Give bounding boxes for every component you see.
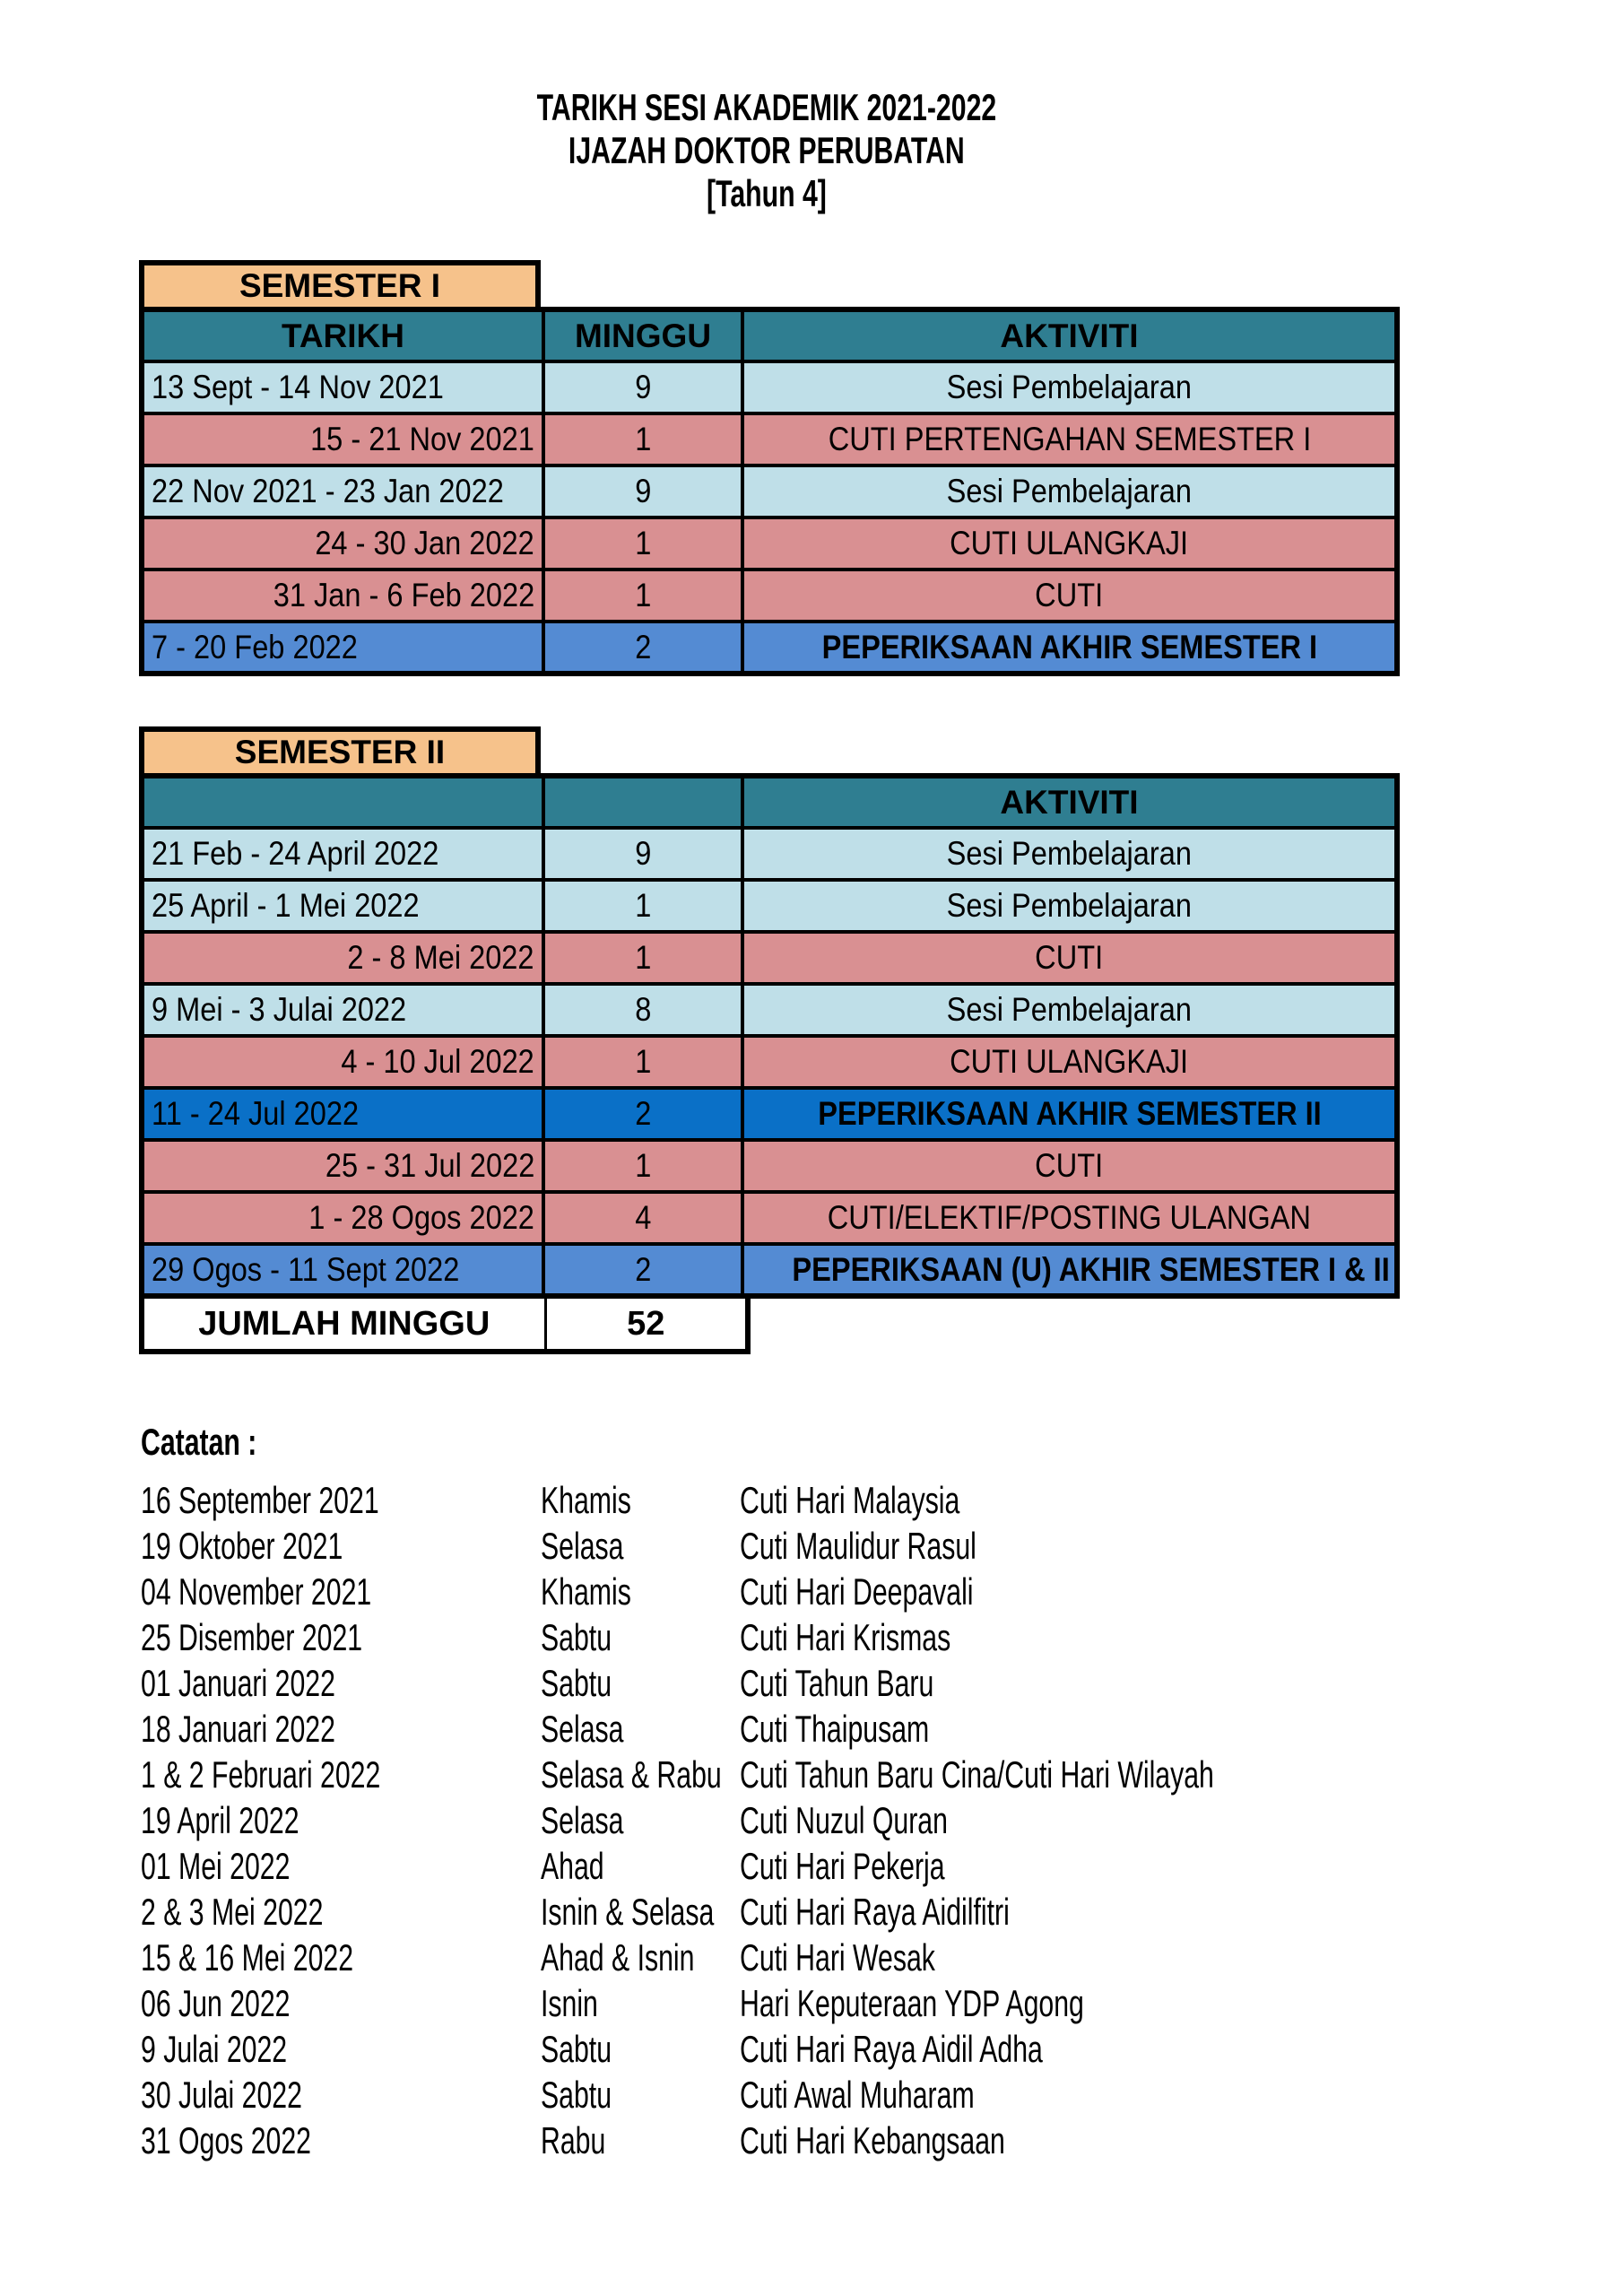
note-day <box>541 1614 740 1660</box>
note-holiday <box>740 1843 1394 1889</box>
total-row <box>142 1296 748 1352</box>
minggu-cell-text: 1 <box>634 421 652 457</box>
aktiviti-cell-text: CUTI <box>1035 1147 1104 1184</box>
tarikh-cell <box>142 1088 543 1140</box>
minggu-cell <box>543 361 742 413</box>
notes-list <box>139 1477 1394 2163</box>
note-holiday <box>740 1935 1394 1980</box>
note-row <box>139 1980 1394 2026</box>
col-header-minggu: MINGGU <box>543 309 742 361</box>
note-holiday-text: Cuti Tahun Baru Cina/Cuti Hari Wilayah <box>740 1753 1214 1796</box>
col-header-aktiviti: AKTIVITI <box>742 776 1397 828</box>
minggu-cell <box>543 465 742 517</box>
header-row <box>142 309 1397 361</box>
note-day-text: Selasa <box>541 1799 624 1841</box>
tarikh-cell <box>142 361 543 413</box>
note-day-text: Khamis <box>541 1479 631 1521</box>
note-date <box>139 1980 541 2026</box>
minggu-cell-text: 1 <box>634 1147 652 1184</box>
aktiviti-cell-text: CUTI/ELEKTIF/POSTING ULANGAN <box>827 1199 1312 1236</box>
note-date <box>139 1752 541 1797</box>
table-row <box>142 1036 1397 1088</box>
aktiviti-cell <box>742 465 1397 517</box>
note-holiday-text: Cuti Nuzul Quran <box>740 1799 948 1841</box>
tarikh-cell-text: 1 - 28 Ogos 2022 <box>308 1199 534 1236</box>
tarikh-cell-text: 13 Sept - 14 Nov 2021 <box>152 369 444 405</box>
tarikh-cell-text: 7 - 20 Feb 2022 <box>152 628 358 665</box>
table-row <box>142 570 1397 622</box>
note-day <box>541 1843 740 1889</box>
note-row <box>139 1569 1394 1614</box>
note-day-text: Selasa & Rabu <box>541 1753 722 1796</box>
note-day-text: Sabtu <box>541 1662 612 1704</box>
note-holiday-text: Cuti Hari Raya Aidil Adha <box>740 2028 1043 2070</box>
minggu-cell <box>543 413 742 465</box>
table-row <box>142 517 1397 570</box>
tarikh-cell <box>142 570 543 622</box>
tarikh-cell-text: 2 - 8 Mei 2022 <box>347 939 534 976</box>
note-day-text: Selasa <box>541 1708 624 1750</box>
table-row <box>142 465 1397 517</box>
header-row <box>142 776 1397 828</box>
table-row <box>142 1140 1397 1192</box>
note-row <box>139 1614 1394 1660</box>
minggu-cell-text: 1 <box>634 939 652 976</box>
note-day <box>541 1935 740 1980</box>
aktiviti-cell <box>742 1088 1397 1140</box>
note-row <box>139 1889 1394 1935</box>
minggu-cell-text: 1 <box>634 887 652 924</box>
semester1-table-head <box>142 309 1397 361</box>
tarikh-cell-text: 22 Nov 2021 - 23 Jan 2022 <box>152 473 504 509</box>
note-holiday <box>740 1752 1394 1797</box>
tarikh-cell <box>142 1036 543 1088</box>
tarikh-cell-text: 11 - 24 Jul 2022 <box>152 1095 360 1132</box>
note-date-text: 15 & 16 Mei 2022 <box>141 1936 354 1979</box>
note-holiday-text: Hari Keputeraan YDP Agong <box>740 1982 1084 2024</box>
total-weeks-table <box>139 1293 751 1354</box>
note-day <box>541 1660 740 1706</box>
note-holiday-text: Cuti Maulidur Rasul <box>740 1525 976 1567</box>
note-day <box>541 1889 740 1935</box>
note-day-text: Ahad <box>541 1845 604 1887</box>
note-day <box>541 1569 740 1614</box>
semester2-table <box>139 773 1400 1299</box>
aktiviti-cell <box>742 570 1397 622</box>
note-day <box>541 1477 740 1523</box>
aktiviti-cell <box>742 828 1397 880</box>
note-date <box>139 1843 541 1889</box>
note-holiday <box>740 1523 1394 1569</box>
col-header-tarikh: TARIKH <box>142 309 543 361</box>
minggu-cell <box>543 828 742 880</box>
semester1-table <box>139 307 1400 676</box>
minggu-cell-text: 4 <box>634 1199 652 1236</box>
note-date <box>139 1569 541 1614</box>
note-date-text: 2 & 3 Mei 2022 <box>141 1891 324 1933</box>
note-day <box>541 2026 740 2072</box>
total-label-cell: JUMLAH MINGGU <box>142 1296 545 1352</box>
semester2-label-box <box>139 726 541 778</box>
table-row <box>142 880 1397 932</box>
total-weeks-body <box>142 1296 748 1352</box>
note-date-text: 06 Jun 2022 <box>141 1982 291 2024</box>
note-holiday-text: Cuti Hari Raya Aidilfitri <box>740 1891 1010 1933</box>
notes-heading-text: Catatan : <box>141 1421 257 1463</box>
note-row <box>139 1477 1394 1523</box>
minggu-cell <box>543 1036 742 1088</box>
title-line-1-text: TARIKH SESI AKADEMIK 2021-2022 <box>536 86 997 128</box>
aktiviti-cell <box>742 622 1397 674</box>
note-row <box>139 1843 1394 1889</box>
note-day-text: Isnin <box>541 1982 598 2024</box>
note-row <box>139 1523 1394 1569</box>
note-holiday-text: Cuti Awal Muharam <box>740 2074 975 2116</box>
note-holiday <box>740 1614 1394 1660</box>
note-holiday <box>740 1706 1394 1752</box>
col-header-minggu-empty <box>543 776 742 828</box>
note-row <box>139 1935 1394 1980</box>
note-date-text: 31 Ogos 2022 <box>141 2119 311 2161</box>
aktiviti-cell <box>742 517 1397 570</box>
table-row <box>142 622 1397 674</box>
minggu-cell-text: 8 <box>634 991 652 1028</box>
note-holiday <box>740 1797 1394 1843</box>
table-row <box>142 413 1397 465</box>
aktiviti-cell-text: Sesi Pembelajaran <box>946 473 1193 509</box>
note-date <box>139 1523 541 1569</box>
minggu-cell-text: 1 <box>634 1043 652 1080</box>
note-row <box>139 2026 1394 2072</box>
title-line-3-text: [Tahun 4] <box>707 172 827 214</box>
notes-section <box>139 1419 1394 2163</box>
note-date <box>139 2118 541 2163</box>
semester2-label: SEMESTER II <box>234 734 446 770</box>
note-holiday-text: Cuti Hari Malaysia <box>740 1479 960 1521</box>
aktiviti-cell-text: Sesi Pembelajaran <box>946 887 1193 924</box>
title-line-2-text: IJAZAH DOKTOR PERUBATAN <box>568 129 965 171</box>
note-row <box>139 1797 1394 1843</box>
note-date-text: 16 September 2021 <box>141 1479 379 1521</box>
table-row <box>142 1244 1397 1296</box>
minggu-cell <box>543 1192 742 1244</box>
note-row <box>139 2072 1394 2118</box>
note-day <box>541 2072 740 2118</box>
total-value-cell: 52 <box>545 1296 748 1352</box>
minggu-cell-text: 2 <box>634 1250 652 1288</box>
tarikh-cell <box>142 622 543 674</box>
table-row <box>142 361 1397 413</box>
table-row <box>142 932 1397 984</box>
col-header-aktiviti: AKTIVITI <box>742 309 1397 361</box>
tarikh-cell-text: 4 - 10 Jul 2022 <box>341 1043 534 1080</box>
tarikh-cell-text: 31 Jan - 6 Feb 2022 <box>273 577 534 613</box>
minggu-cell <box>543 1088 742 1140</box>
tarikh-cell <box>142 517 543 570</box>
tarikh-cell-text: 9 Mei - 3 Julai 2022 <box>152 991 407 1028</box>
note-date <box>139 1477 541 1523</box>
note-date <box>139 1797 541 1843</box>
tarikh-cell <box>142 413 543 465</box>
notes-heading <box>139 1419 1394 1465</box>
note-day <box>541 1752 740 1797</box>
note-holiday <box>740 2118 1394 2163</box>
aktiviti-cell <box>742 1192 1397 1244</box>
note-holiday-text: Cuti Hari Kebangsaan <box>740 2119 1005 2161</box>
title-line-2 <box>139 129 1394 172</box>
note-holiday-text: Cuti Tahun Baru <box>740 1662 934 1704</box>
aktiviti-cell <box>742 880 1397 932</box>
note-date <box>139 2072 541 2118</box>
note-date-text: 04 November 2021 <box>141 1570 372 1613</box>
note-row <box>139 1660 1394 1706</box>
aktiviti-cell-text: Sesi Pembelajaran <box>946 991 1193 1028</box>
semester1-label-box <box>139 260 541 312</box>
note-day-text: Khamis <box>541 1570 631 1613</box>
semester2-table-body <box>142 828 1397 1296</box>
note-day-text: Isnin & Selasa <box>541 1891 715 1933</box>
note-day <box>541 2118 740 2163</box>
note-holiday <box>740 1980 1394 2026</box>
tarikh-cell <box>142 828 543 880</box>
note-date-text: 30 Julai 2022 <box>141 2074 302 2116</box>
tarikh-cell-text: 29 Ogos - 11 Sept 2022 <box>152 1250 460 1288</box>
note-date-text: 18 Januari 2022 <box>141 1708 335 1750</box>
minggu-cell <box>543 880 742 932</box>
aktiviti-cell-text: PEPERIKSAAN AKHIR SEMESTER II <box>817 1095 1322 1132</box>
minggu-cell-text: 1 <box>634 577 652 613</box>
aktiviti-cell <box>742 932 1397 984</box>
col-header-tarikh-empty <box>142 776 543 828</box>
aktiviti-cell-text: Sesi Pembelajaran <box>946 369 1193 405</box>
note-date-text: 1 & 2 Februari 2022 <box>141 1753 381 1796</box>
note-holiday-text: Cuti Hari Krismas <box>740 1616 951 1658</box>
note-date-text: 01 Mei 2022 <box>141 1845 291 1887</box>
note-date <box>139 1614 541 1660</box>
note-date <box>139 1935 541 1980</box>
tarikh-cell-text: 25 - 31 Jul 2022 <box>325 1147 534 1184</box>
aktiviti-cell <box>742 984 1397 1036</box>
tarikh-cell <box>142 1244 543 1296</box>
note-holiday-text: Cuti Hari Pekerja <box>740 1845 945 1887</box>
note-date-text: 9 Julai 2022 <box>141 2028 288 2070</box>
note-day <box>541 1706 740 1752</box>
minggu-cell-text: 9 <box>634 369 652 405</box>
note-holiday-text: Cuti Hari Wesak <box>740 1936 935 1979</box>
tarikh-cell-text: 21 Feb - 24 April 2022 <box>152 835 439 872</box>
note-holiday <box>740 1477 1394 1523</box>
note-date-text: 19 Oktober 2021 <box>141 1525 343 1567</box>
semester1-table-body <box>142 361 1397 674</box>
note-date <box>139 1889 541 1935</box>
document-title <box>139 0 1394 215</box>
tarikh-cell-text: 25 April - 1 Mei 2022 <box>152 887 420 924</box>
aktiviti-cell <box>742 413 1397 465</box>
minggu-cell <box>543 570 742 622</box>
minggu-cell-text: 1 <box>634 525 652 561</box>
semester2-table-head <box>142 776 1397 828</box>
note-holiday <box>740 2072 1394 2118</box>
note-day-text: Rabu <box>541 2119 606 2161</box>
aktiviti-cell <box>742 361 1397 413</box>
minggu-cell-text: 2 <box>634 628 652 665</box>
minggu-cell <box>543 932 742 984</box>
minggu-cell-text: 2 <box>634 1095 652 1132</box>
table-row <box>142 1088 1397 1140</box>
note-date-text: 01 Januari 2022 <box>141 1662 335 1704</box>
note-holiday <box>740 1569 1394 1614</box>
note-day-text: Ahad & Isnin <box>541 1936 695 1979</box>
minggu-cell-text: 9 <box>634 835 652 872</box>
minggu-cell <box>543 622 742 674</box>
aktiviti-cell <box>742 1140 1397 1192</box>
semester1-label: SEMESTER I <box>239 267 441 304</box>
page <box>139 0 1394 2163</box>
note-day <box>541 1523 740 1569</box>
table-row <box>142 1192 1397 1244</box>
aktiviti-cell-text: CUTI <box>1035 939 1104 976</box>
note-row <box>139 2118 1394 2163</box>
minggu-cell <box>543 517 742 570</box>
aktiviti-cell-text: CUTI ULANGKAJI <box>950 525 1189 561</box>
aktiviti-cell-text: PEPERIKSAAN AKHIR SEMESTER I <box>821 628 1317 665</box>
tarikh-cell <box>142 932 543 984</box>
aktiviti-cell-text: Sesi Pembelajaran <box>946 835 1193 872</box>
table-row <box>142 984 1397 1036</box>
minggu-cell-text: 9 <box>634 473 652 509</box>
note-holiday <box>740 1660 1394 1706</box>
note-day-text: Sabtu <box>541 2028 612 2070</box>
minggu-cell <box>543 1140 742 1192</box>
tarikh-cell <box>142 984 543 1036</box>
tarikh-cell-text: 15 - 21 Nov 2021 <box>310 421 534 457</box>
note-date <box>139 1706 541 1752</box>
note-day <box>541 1980 740 2026</box>
note-holiday-text: Cuti Thaipusam <box>740 1708 930 1750</box>
note-date <box>139 2026 541 2072</box>
note-day-text: Selasa <box>541 1525 624 1567</box>
aktiviti-cell <box>742 1244 1397 1296</box>
note-holiday-text: Cuti Hari Deepavali <box>740 1570 974 1613</box>
title-line-1 <box>139 86 1394 129</box>
tarikh-cell <box>142 465 543 517</box>
aktiviti-cell-text: CUTI ULANGKAJI <box>950 1043 1189 1080</box>
note-holiday <box>740 2026 1394 2072</box>
note-row <box>139 1706 1394 1752</box>
note-row <box>139 1752 1394 1797</box>
note-day-text: Sabtu <box>541 1616 612 1658</box>
note-day <box>541 1797 740 1843</box>
minggu-cell <box>543 984 742 1036</box>
tarikh-cell <box>142 1140 543 1192</box>
note-holiday <box>740 1889 1394 1935</box>
aktiviti-cell-text: CUTI PERTENGAHAN SEMESTER I <box>828 421 1311 457</box>
note-day-text: Sabtu <box>541 2074 612 2116</box>
tarikh-cell-text: 24 - 30 Jan 2022 <box>315 525 534 561</box>
note-date-text: 19 April 2022 <box>141 1799 299 1841</box>
title-line-3 <box>139 172 1394 215</box>
tarikh-cell <box>142 1192 543 1244</box>
table-row <box>142 828 1397 880</box>
aktiviti-cell-text: PEPERIKSAAN (U) AKHIR SEMESTER I & II <box>792 1250 1390 1288</box>
note-date <box>139 1660 541 1706</box>
aktiviti-cell <box>742 1036 1397 1088</box>
aktiviti-cell-text: CUTI <box>1035 577 1104 613</box>
minggu-cell <box>543 1244 742 1296</box>
note-date-text: 25 Disember 2021 <box>141 1616 363 1658</box>
tarikh-cell <box>142 880 543 932</box>
